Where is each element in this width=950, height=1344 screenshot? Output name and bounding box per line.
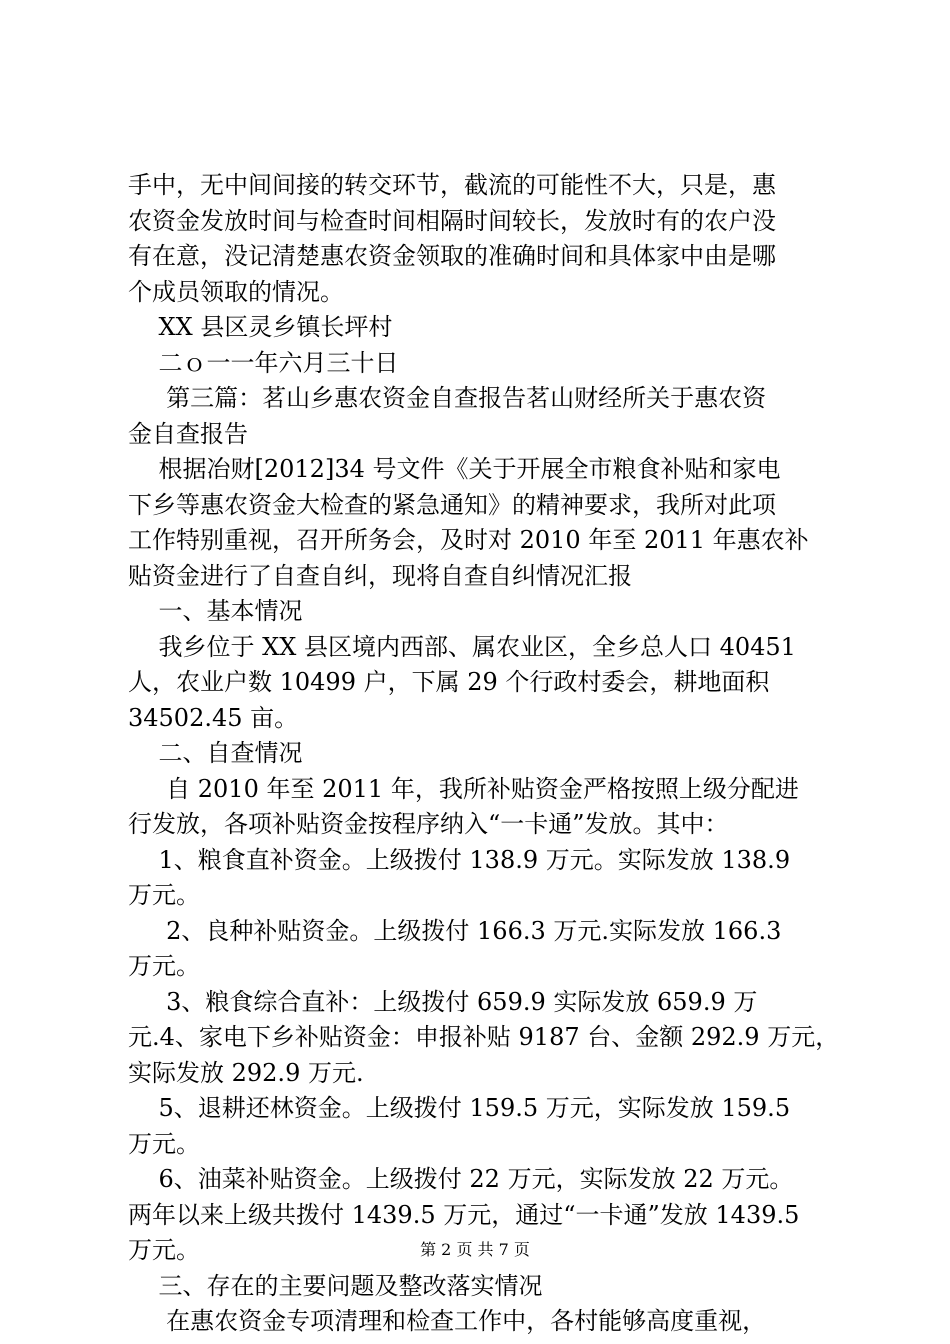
text-line: 5、退耕还林资金。上级拨付 159.5 万元，实际发放 159.5 (128, 1094, 791, 1122)
text-line: 三、存在的主要问题及整改落实情况 (128, 1271, 543, 1300)
text-line: 二、自查情况 (128, 739, 303, 767)
text-line: 6、油菜补贴资金。上级拨付 22 万元，实际发放 22 万元。 (128, 1165, 794, 1193)
text-line: 人，农业户数 10499 户，下属 29 个行政村委会，耕地面积 (128, 668, 770, 696)
text-line: 1、粮食直补资金。上级拨付 138.9 万元。实际发放 138.9 (128, 845, 791, 874)
text-line: 农资金发放时间与检查时间相隔时间较长，发放时有的农户没 (128, 206, 776, 235)
text-line: 2、良种补贴资金。上级拨付 166.3 万元.实际发放 166.3 (128, 916, 782, 945)
text-line: 二ｏ一一年六月三十日 (128, 348, 399, 377)
page-footer: 第 2 页 共 7 页 (420, 1240, 530, 1259)
text-line: 万元。 (128, 1129, 200, 1158)
text-line: 万元。 (128, 881, 200, 909)
text-line: 元.4、家电下乡补贴资金：申报补贴 9187 台、金额 292.9 万元， (128, 1023, 840, 1051)
text-line: 行发放，各项补贴资金按程序纳入“一卡通”发放。其中： (128, 810, 729, 838)
text-line: 根据冶财[2012]34 号文件《关于开展全市粮食补贴和家电 (128, 455, 781, 483)
text-line: 下乡等惠农资金大检查的紧急通知》的精神要求，我所对此项 (128, 490, 776, 519)
text-line: 自 2010 年至 2011 年，我所补贴资金严格按照上级分配进 (128, 774, 799, 803)
document-body (128, 168, 840, 1340)
text-line: 一、基本情况 (128, 597, 303, 625)
text-line: 贴资金进行了自查自纠，现将自查自纠情况汇报 (128, 561, 632, 590)
text-line: 手中，无中间间接的转交环节，截流的可能性不大，只是，惠 (128, 171, 776, 199)
text-line: 万元。 (128, 952, 200, 980)
text-line: XX 县区灵乡镇长坪村 (128, 313, 393, 341)
text-line: 有在意，没记清楚惠农资金领取的准确时间和具体家中由是哪 (128, 242, 776, 270)
text-line: 万元。 (128, 1236, 200, 1264)
text-line: 个成员领取的情况。 (128, 277, 344, 306)
text-line: 我乡位于 XX 县区境内西部、属农业区，全乡总人口 40451 (128, 632, 796, 661)
text-line: 第三篇：茗山乡惠农资金自查报告茗山财经所关于惠农资 (128, 384, 767, 412)
text-line: 3、粮食综合直补：上级拨付 659.9 实际发放 659.9 万 (128, 987, 758, 1016)
text-line: 工作特别重视，召开所务会，及时对 2010 年至 2011 年惠农补 (128, 526, 809, 554)
text-line: 金自查报告 (128, 419, 248, 448)
text-line: 两年以来上级共拨付 1439.5 万元，通过“一卡通”发放 1439.5 (128, 1200, 800, 1229)
text-line: 34502.45 亩。 (128, 703, 299, 732)
text-line: 实际发放 292.9 万元. (128, 1058, 364, 1087)
text-line: 在惠农资金专项清理和检查工作中，各村能够高度重视， (128, 1307, 767, 1335)
